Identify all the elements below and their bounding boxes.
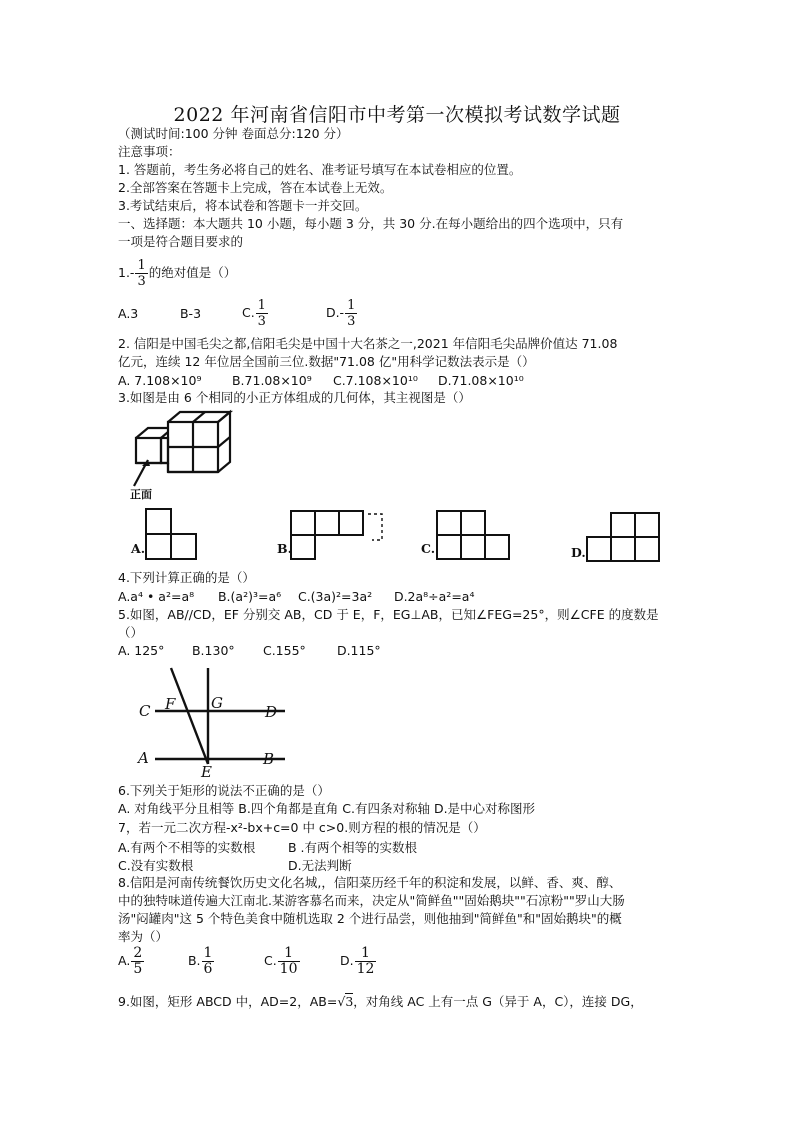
note-item: 3.考试结束后，将本试卷和答题卡一并交回。: [118, 198, 368, 213]
option-a-figure: [145, 508, 197, 560]
parallel-lines-figure: [135, 664, 295, 780]
option-c: C.155°: [262, 643, 306, 658]
notes-heading: 注意事项：: [118, 144, 181, 159]
question-6-stem: 6.下列关于矩形的说法不正确的是（）: [118, 783, 330, 798]
label-a: A: [138, 749, 149, 767]
option-c: C.没有实数根: [118, 858, 194, 873]
option-c: C. $\frac{1}{10}$: [263, 945, 298, 977]
question-8-stem: 8.信阳是河南传统餐饮历史文化名城,，信阳菜历经千年的积淀和发展，以鲜、香、爽、醇、: [118, 875, 622, 890]
question-2-stem: 2. 信阳是中国毛尖之都,信阳毛尖是中国十大名茶之一,2021 年信阳毛尖品牌价值达 71.08: [118, 336, 618, 351]
note-item: 1. 答题前，考生务必将自己的姓名、准考证号填写在本试卷相应的位置。: [118, 162, 522, 177]
question-5-stem-cont: （）: [118, 625, 144, 640]
question-9-stem: 9.如图，矩形 ABCD 中，AD=2，AB=√3，对角线 AC 上有一点 G（异于 A，C），连接 DG，: [118, 994, 643, 1009]
question-2-stem-cont: 亿元，连续 12 年位居全国前三位.数据"71.08 亿"用科学记数法表示是（）: [118, 354, 535, 369]
label-f: F: [165, 695, 176, 713]
section-heading-cont: 一项是符合题目要求的: [118, 234, 244, 249]
label-d: D: [265, 703, 278, 721]
label-e: E: [201, 763, 212, 780]
note-item: 2.全部答案在答题卡上完成，答在本试卷上无效。: [118, 180, 393, 195]
option-c-label: C.: [421, 541, 436, 556]
question-1-stem: 1.- $\frac{1}{3}$ 的绝对值是（）: [118, 258, 237, 289]
front-label: 正面: [130, 488, 152, 500]
option-c: C.(3a)²=3a²: [297, 589, 373, 604]
option-d: D.115°: [336, 643, 381, 658]
option-a: A. 7.108×10⁹: [118, 373, 202, 388]
option-d-figure: [586, 512, 662, 564]
option-a: A.a⁴ • a²=a⁸: [118, 589, 195, 604]
question-2-options: [118, 373, 524, 388]
option-c-figure: [436, 510, 512, 562]
question-8-stem-cont: 中的独特味道传遍大江南北.某游客慕名而来，决定从"简鲜鱼""固始鹅块""石凉粉""罗山大肠: [118, 893, 625, 908]
question-8-options: [118, 946, 377, 977]
option-b: B. $\frac{1}{6}$: [187, 945, 213, 977]
question-7-options-row2: [118, 856, 352, 874]
label-g: G: [211, 694, 223, 712]
option-b: B-3: [179, 306, 202, 321]
section-heading: 一、选择题：本大题共 10 小题，每小题 3 分，共 30 分.在每小题给出的四个选项中，只有: [118, 216, 624, 231]
question-5-options: [118, 643, 381, 658]
option-a: A. $\frac{2}{5}$: [118, 945, 143, 977]
option-d: D.无法判断: [287, 858, 352, 873]
question-5-stem: 5.如图，AB//CD，EF 分别交 AB，CD 于 E，F，EG⊥AB，已知∠FEG=25°，则∠CFE 的度数是: [118, 607, 659, 622]
option-b-label: B.: [277, 541, 292, 556]
label-b: B: [263, 750, 275, 768]
option-d: D.71.08×10¹⁰: [437, 373, 524, 388]
label-c: C: [139, 702, 151, 720]
cube-figure: [128, 408, 258, 500]
question-4-options: [118, 589, 474, 604]
option-a: A.3: [118, 306, 139, 321]
option-b-figure: [290, 510, 386, 562]
option-b: B.(a²)³=a⁶: [217, 589, 282, 604]
question-4-stem: 4.下列计算正确的是（）: [118, 570, 255, 585]
option-c: C. $\frac{1}{3}$: [241, 298, 266, 329]
option-b: B .有两个相等的实数根: [287, 840, 418, 855]
option-d: D.2a⁸÷a²=a⁴: [393, 589, 475, 604]
subtitle: （测试时间:100 分钟 卷面总分:120 分）: [118, 126, 349, 141]
option-b: B.71.08×10⁹: [231, 373, 312, 388]
question-6-options: A. 对角线平分且相等 B.四个角都是直角 C.有四条对称轴 D.是中心对称图形: [118, 801, 536, 816]
option-d: D. $\frac{1}{12}$: [339, 945, 375, 977]
question-3-stem: 3.如图是由 6 个相同的小正方体组成的几何体，其主视图是（）: [118, 390, 471, 405]
question-7-stem: 7，若一元二次方程-x²-bx+c=0 中 c>0.则方程的根的情况是（）: [118, 820, 486, 835]
question-1-options: [118, 298, 358, 329]
question-8-stem-cont: 汤"闷罐肉"这 5 个特色美食中随机选取 2 个进行品尝，则他抽到"简鲜鱼"和"固始鹅块"的概: [118, 911, 622, 926]
option-c: C.7.108×10¹⁰: [332, 373, 418, 388]
option-d: D.- $\frac{1}{3}$: [325, 298, 356, 329]
page-title: 2022 年河南省信阳市中考第一次模拟考试数学试题: [173, 104, 621, 126]
option-a: A.有两个不相等的实数根: [118, 840, 256, 855]
question-8-stem-cont: 率为（）: [118, 929, 169, 944]
option-a: A. 125°: [118, 643, 165, 658]
option-b: B.130°: [191, 643, 235, 658]
option-d-label: D.: [571, 545, 586, 560]
question-7-options-row1: [118, 838, 417, 856]
option-a-label: A.: [131, 541, 146, 556]
